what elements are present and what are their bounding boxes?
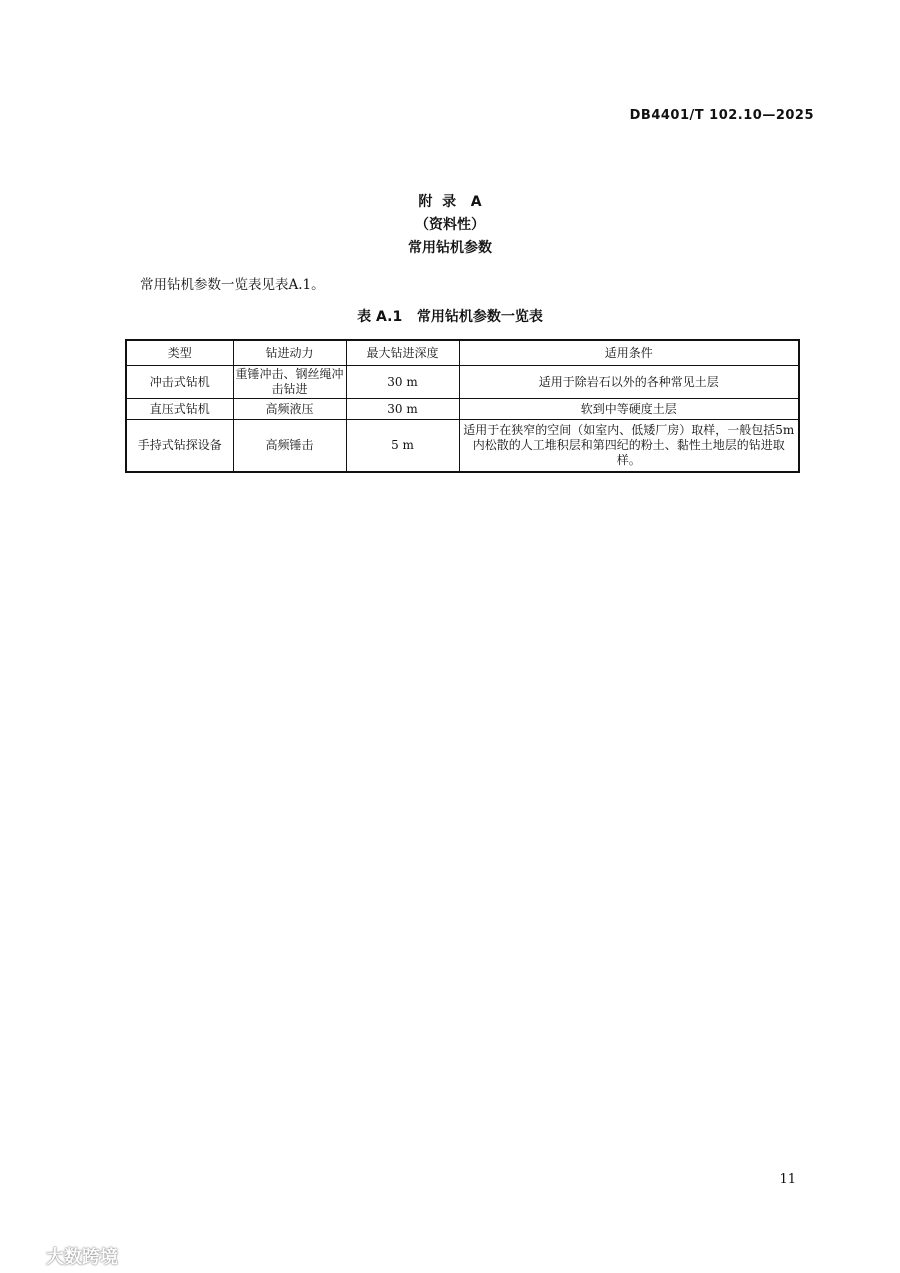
appendix-title: 常用钻机参数	[408, 240, 492, 256]
cell-power: 高频液压	[233, 399, 346, 420]
page-number: 11	[779, 1172, 796, 1187]
table-row	[126, 420, 799, 473]
cell-conditions: 适用于在狭窄的空间（如室内、低矮厂房）取样，一般包括5m内松散的人工堆积层和第四纪的粉土、黏性土地层的钻进取样。	[459, 420, 799, 473]
cell-type: 直压式钻机	[126, 399, 233, 420]
intro-paragraph: 常用钻机参数一览表见表A.1。	[140, 277, 325, 293]
cell-power: 高频锤击	[233, 420, 346, 473]
cell-power: 重锤冲击、钢丝绳冲击钻进	[233, 366, 346, 399]
cell-depth: 30 m	[346, 399, 459, 420]
column-header-depth: 最大钻进深度	[346, 340, 459, 366]
cell-conditions: 适用于除岩石以外的各种常见土层	[459, 366, 799, 399]
column-header-conditions: 适用条件	[459, 340, 799, 366]
appendix-nature: （资料性）	[415, 217, 485, 233]
column-header-type: 类型	[126, 340, 233, 366]
cell-depth: 30 m	[346, 366, 459, 399]
drill-parameters-table	[125, 339, 800, 473]
watermark-text: 大数跨境	[46, 1247, 118, 1268]
brand-logo-icon	[10, 1245, 40, 1267]
cell-type: 手持式钻探设备	[126, 420, 233, 473]
watermark	[10, 1243, 118, 1269]
table-header-row	[126, 340, 799, 366]
table-row	[126, 399, 799, 420]
cell-conditions: 软到中等硬度土层	[459, 399, 799, 420]
table-caption: 表 A.1 常用钻机参数一览表	[357, 309, 543, 325]
column-header-power: 钻进动力	[233, 340, 346, 366]
cell-depth: 5 m	[346, 420, 459, 473]
cell-type: 冲击式钻机	[126, 366, 233, 399]
appendix-label: 附 录 A	[418, 194, 482, 210]
document-code: DB4401/T 102.10—2025	[629, 108, 814, 123]
table-row	[126, 366, 799, 399]
appendix-heading	[0, 191, 900, 260]
